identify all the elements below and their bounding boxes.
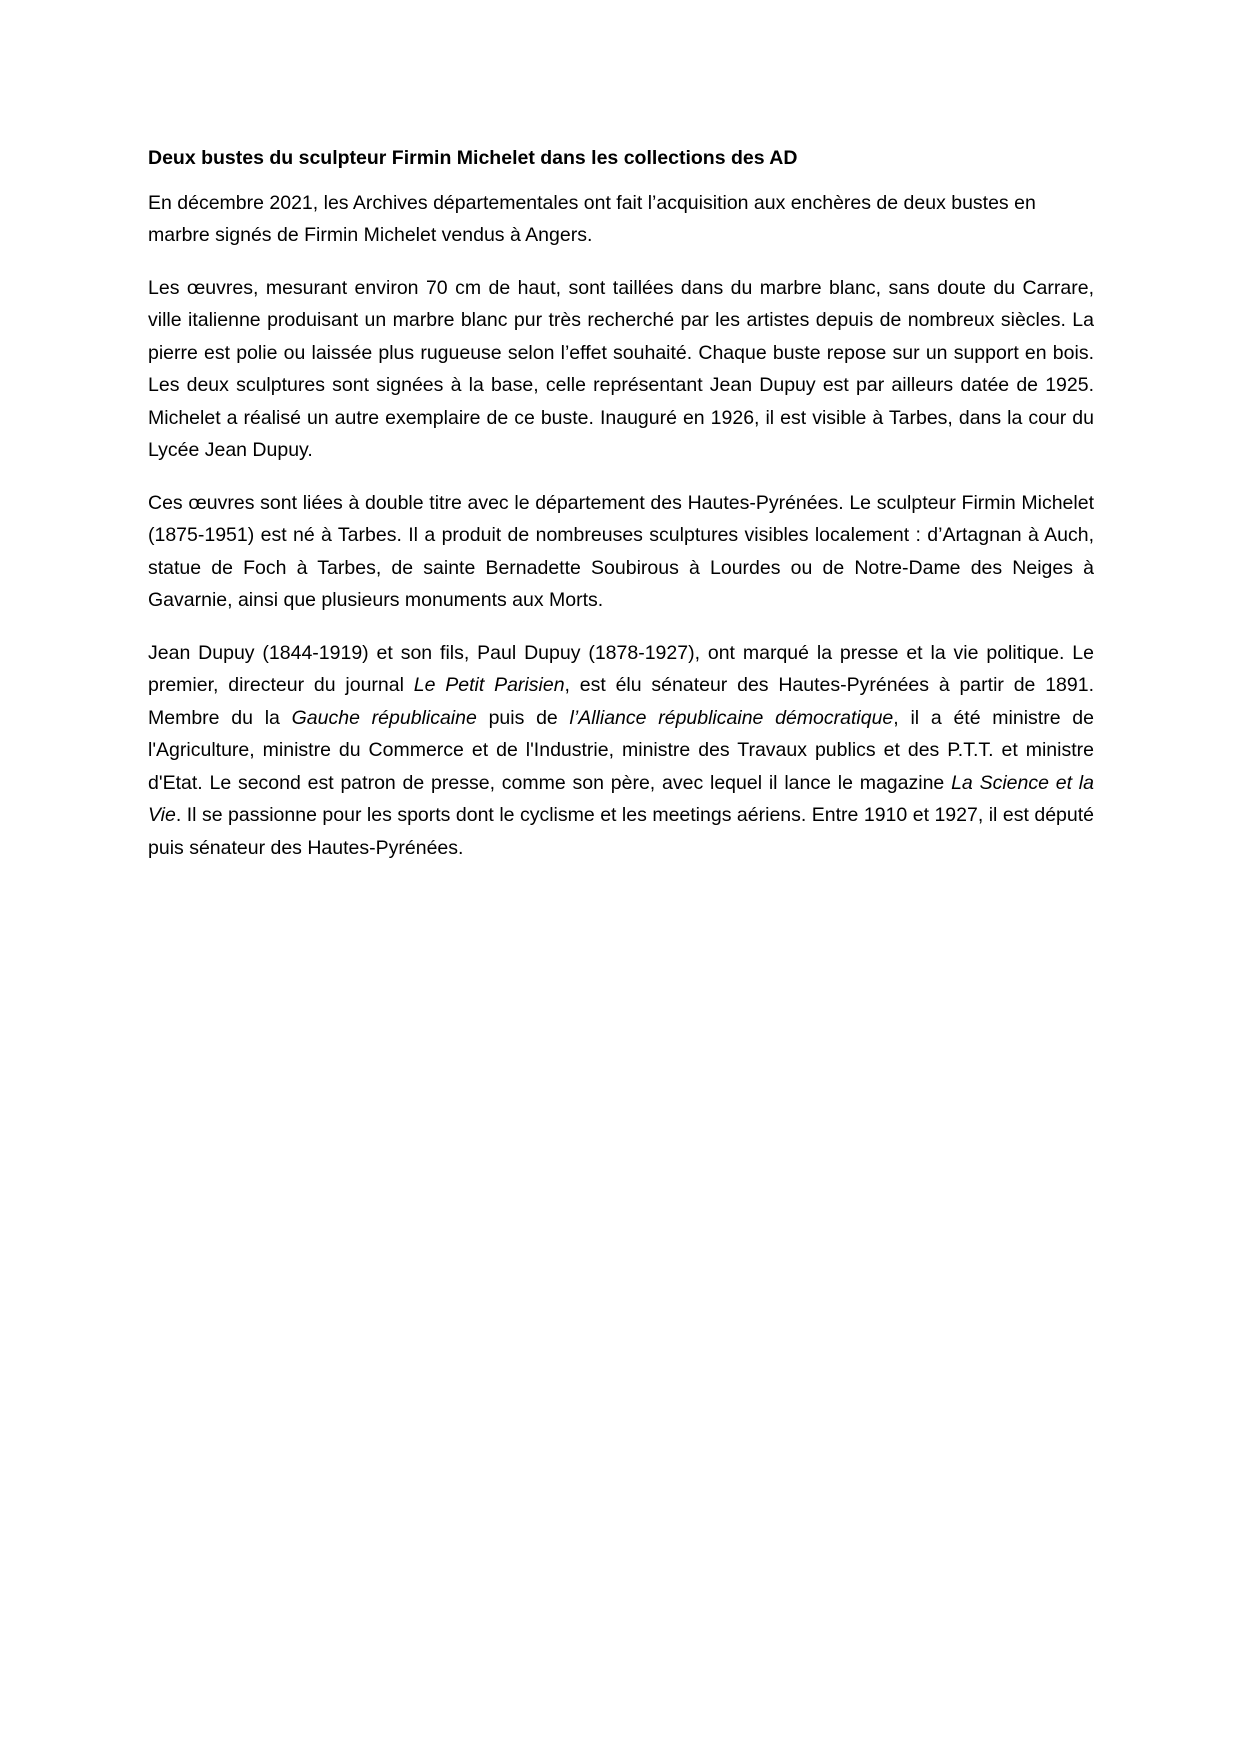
journal-title: Le Petit Parisien [413, 674, 565, 696]
paragraph-sculptor: Ces œuvres sont liées à double titre avec le département des Hautes-Pyrénées. Le sculpteur Firmin Michelet (1875-1951) est né à Tarbes. Il a produit de nombreuses sculptures visibles localement : d’Artagnan à Auch, statue de Foch à Tarbes, de sainte Bernadette Soubirous à Lourdes ou de Notre-Dame des Neiges à Gavarnie, ainsi que plusieurs monuments aux Morts. [148, 491, 1094, 611]
document-title: Deux bustes du sculpteur Firmin Michelet dans les collections des AD [148, 147, 798, 169]
paragraph-acquisition: En décembre 2021, les Archives départementales ont fait l’acquisition aux enchères de deux bustes en marbre signés de Firmin Michelet vendus à Angers. [148, 191, 1036, 246]
paragraph-dupuy-text-1: Jean Dupuy (1844-1919) et son fils, Paul Dupuy (1878-1927), ont marqué la presse et la vie politique. Le premier, directeur du journal [148, 641, 1094, 696]
political-group-1: Gauche républicaine [291, 706, 477, 729]
political-group-2: l’Alliance républicaine démocratique [569, 706, 894, 729]
paragraph-dupuy-text-2: , est élu sénateur des Hautes-Pyrénées à partir de 1891. Membre du la [148, 674, 1094, 729]
paragraph-description: Les œuvres, mesurant environ 70 cm de haut, sont taillées dans du marbre blanc, sans doute du Carrare, ville italienne produisant un marbre blanc pur très recherché par les artistes depuis de nombreux siècles. La pierre est polie ou laissée plus rugueuse selon l’effet souhaité. Chaque buste repose sur un support en bois. Les deux sculptures sont signées à la base, celle représentant Jean Dupuy est par ailleurs datée de 1925. Michelet a réalisé un autre exemplaire de ce buste. Inauguré en 1926, il est visible à Tarbes, dans la cour du Lycée Jean Dupuy. [148, 276, 1094, 461]
paragraph-dupuy [148, 637, 1094, 865]
paragraph-dupuy-text-3: puis de [476, 706, 570, 729]
paragraph-dupuy-text-4: , il a été ministre de l'Agriculture, ministre du Commerce et de l'Industrie, ministre des Travaux publics et des P.T.T. et ministre d'Etat. Le second est patron de presse, comme son père, avec lequel il lance le magazine [148, 706, 1094, 794]
magazine-title: La Science et la Vie [148, 771, 1094, 826]
paragraph-dupuy-text-5: . Il se passionne pour les sports dont le cyclisme et les meetings aériens. Entre 1910 et 1927, il est député puis sénateur des Hautes-Pyrénées. [148, 804, 1094, 859]
document-body [148, 142, 1094, 884]
